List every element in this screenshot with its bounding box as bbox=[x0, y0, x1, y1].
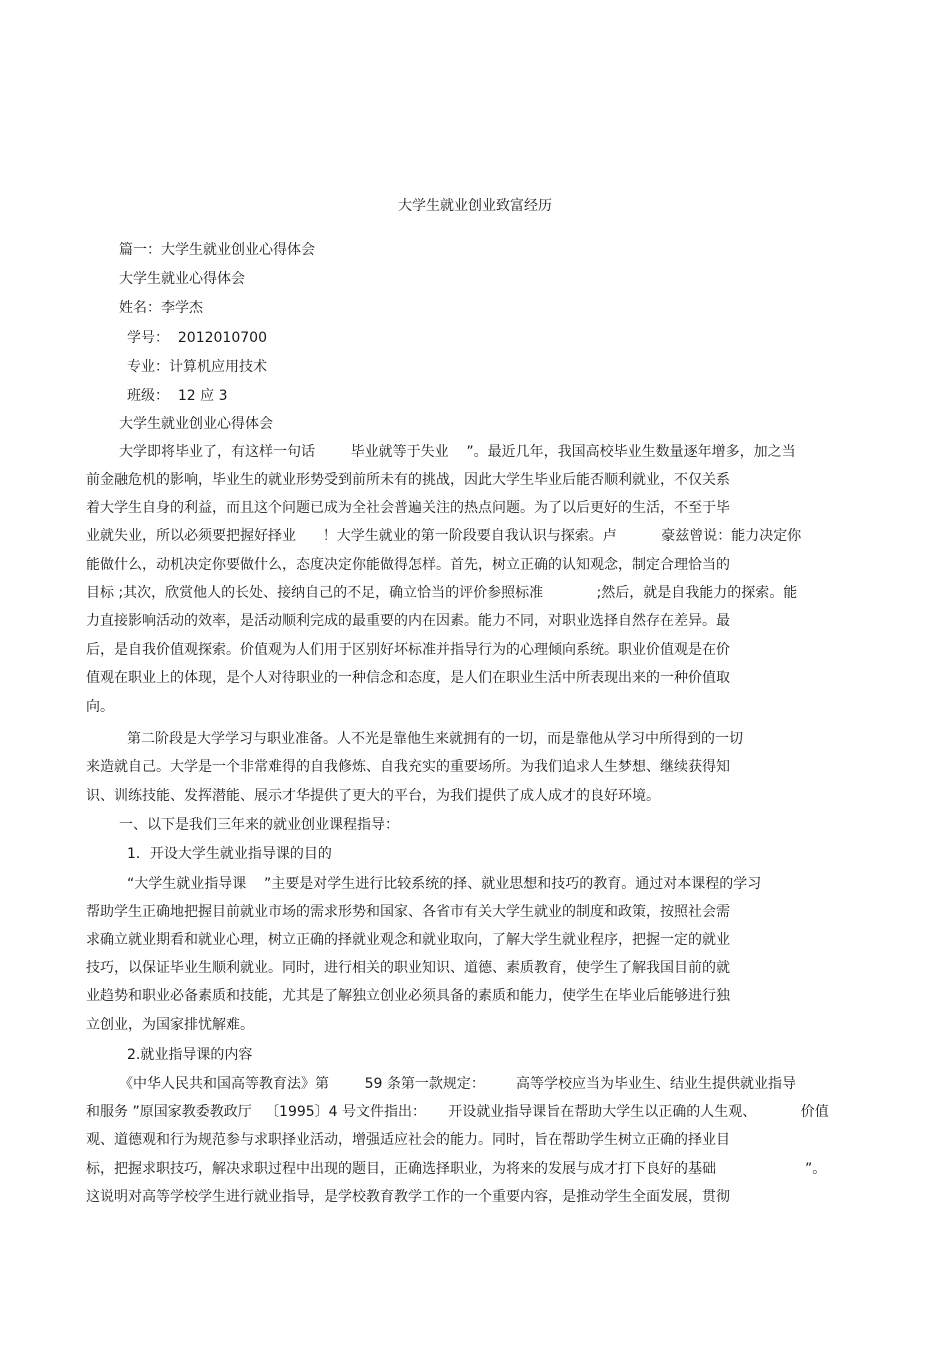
document-title: 大学生就业创业致富经历 bbox=[398, 198, 552, 214]
subsection-heading: 1．开设大学生就业指导课的目的 bbox=[127, 846, 332, 862]
paragraph-line: 值观在职业上的体现，是个人对待职业的一种信念和态度，是人们在职业生活中所表现出来的一种价值取 bbox=[86, 670, 730, 686]
paragraph-line: 向。 bbox=[86, 699, 114, 715]
paragraph-line: 求确立就业期看和就业心理，树立正确的择就业观念和就业取向，了解大学生就业程序，把握一定的就业 bbox=[86, 932, 730, 948]
paragraph-line: 识、训练技能、发挥潜能、展示才华提供了更大的平台，为我们提供了成人成才的良好环境。 bbox=[86, 788, 660, 804]
paragraph-line: 和服务 ”原国家教委教政厅 〔1995〕4 号文件指出： 开设就业指导课旨在帮助大学生以正确的人生观、 价值 bbox=[86, 1104, 829, 1120]
paragraph-line: 标，把握求职技巧，解决求职过程中出现的题目，正确选择职业，为将来的发展与成才打下良好的基础 ”。 bbox=[86, 1161, 827, 1177]
author-name: 姓名：李学杰 bbox=[119, 300, 203, 316]
class: 班级： 12 应 3 bbox=[127, 388, 228, 404]
paragraph-line: 来造就自己。大学是一个非常难得的自我修炼、自我充实的重要场所。为我们追求人生梦想、继续获得知 bbox=[86, 759, 730, 775]
subsection-heading: 2.就业指导课的内容 bbox=[127, 1047, 253, 1063]
section-heading: 一、以下是我们三年来的就业创业课程指导： bbox=[119, 817, 399, 833]
major: 专业：计算机应用技术 bbox=[127, 359, 267, 375]
paragraph-line: 业就失业，所以必须要把握好择业 ！大学生就业的第一阶段要自我认识与探索。卢 豪兹曾说：能力决定你 bbox=[86, 528, 802, 544]
paragraph-line: 帮助学生正确地把握目前就业市场的需求形势和国家、各省市有关大学生就业的制度和政策，按照社会需 bbox=[86, 904, 730, 920]
paragraph-line: 立创业，为国家排忧解难。 bbox=[86, 1017, 254, 1033]
essay-title: 大学生就业创业心得体会 bbox=[119, 416, 273, 432]
paragraph-line: 第二阶段是大学学习与职业准备。人不光是靠他生来就拥有的一切，而是靠他从学习中所得到的一切 bbox=[127, 731, 743, 747]
paragraph-line: 力直接影响活动的效率，是活动顺利完成的最重要的内在因素。能力不同，对职业选择自然存在差异。最 bbox=[86, 613, 730, 629]
paragraph-line: 观、道德观和行为规范参与求职择业活动，增强适应社会的能力。同时，旨在帮助学生树立正确的择业目 bbox=[86, 1132, 730, 1148]
paragraph-line: 着大学生自身的利益，而且这个问题已成为全社会普遍关注的热点问题。为了以后更好的生活，不至于毕 bbox=[86, 500, 730, 516]
section-heading: 篇一：大学生就业创业心得体会 bbox=[119, 242, 315, 258]
paragraph-line: 《中华人民共和国高等教育法》第 59 条第一款规定： 高等学校应当为毕业生、结业生提供就业指导 bbox=[119, 1076, 797, 1092]
paragraph-line: 这说明对高等学校学生进行就业指导，是学校教育教学工作的一个重要内容，是推动学生全面发展，贯彻 bbox=[86, 1189, 730, 1205]
student-id: 学号： 2012010700 bbox=[127, 330, 267, 346]
paragraph-line: 能做什么，动机决定你要做什么，态度决定你能做得怎样。首先，树立正确的认知观念，制定合理恰当的 bbox=[86, 557, 730, 573]
subtitle: 大学生就业心得体会 bbox=[119, 271, 245, 287]
paragraph-line: 后，是自我价值观探索。价值观为人们用于区别好坏标准并指导行为的心理倾向系统。职业价值观是在价 bbox=[86, 642, 730, 658]
paragraph-line: 技巧，以保证毕业生顺利就业。同时，进行相关的职业知识、道德、素质教育，使学生了解我国目前的就 bbox=[86, 960, 730, 976]
paragraph-line: 业趋势和职业必备素质和技能，尤其是了解独立创业必须具备的素质和能力，使学生在毕业后能够进行独 bbox=[86, 988, 730, 1004]
paragraph-line: “大学生就业指导课 ”主要是对学生进行比较系统的择、就业思想和技巧的教育。通过对本课程的学习 bbox=[127, 876, 762, 892]
paragraph-line: 大学即将毕业了，有这样一句话 毕业就等于失业 ”。最近几年，我国高校毕业生数量逐年增多，加之当 bbox=[119, 444, 796, 460]
paragraph-line: 前金融危机的影响，毕业生的就业形势受到前所未有的挑战，因此大学生毕业后能否顺利就业，不仅关系 bbox=[86, 472, 730, 488]
paragraph-line: 目标 ;其次，欣赏他人的长处、接纳自己的不足，确立恰当的评价参照标准 ;然后，就是自我能力的探索。能 bbox=[86, 585, 798, 601]
